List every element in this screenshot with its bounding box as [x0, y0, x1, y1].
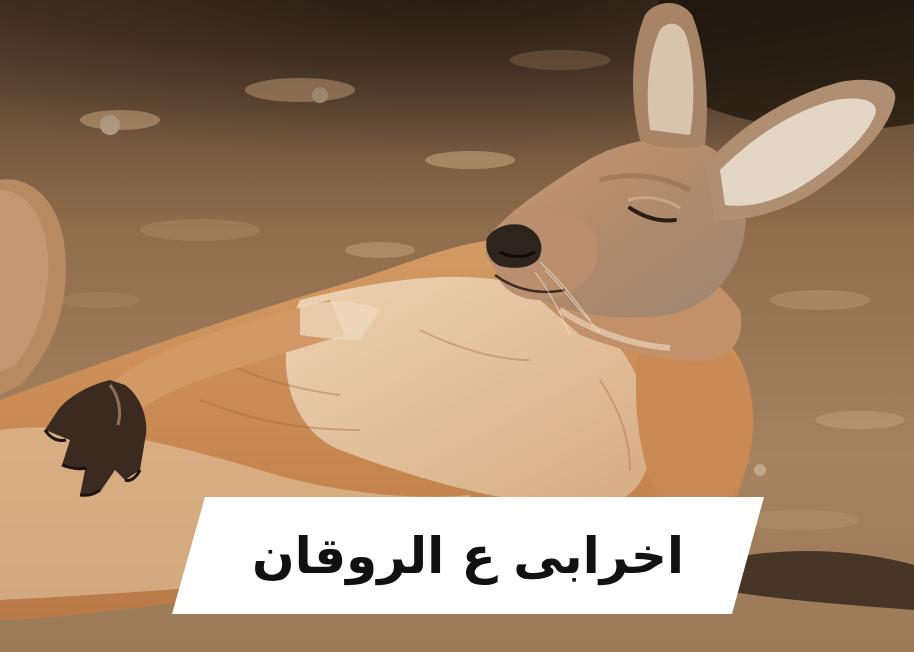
caption-banner	[172, 497, 764, 614]
caption-text: اخرابى ع الروقان	[251, 526, 685, 585]
